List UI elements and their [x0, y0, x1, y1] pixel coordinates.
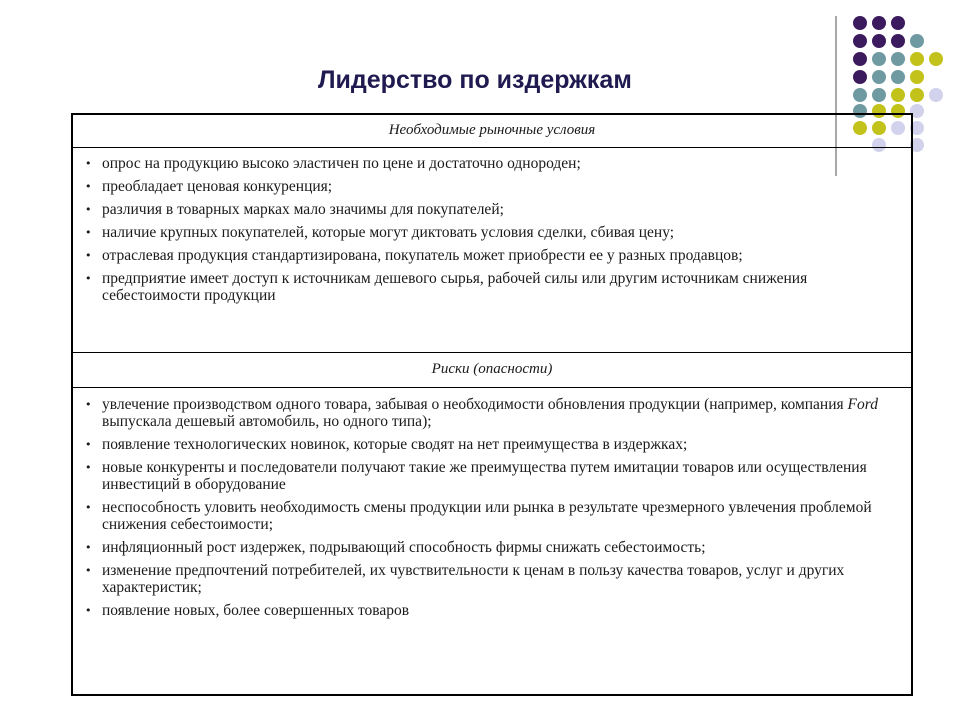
list-item: • опрос на продукцию высоко эластичен по цене и достаточно однороден;: [85, 155, 581, 172]
market-conditions-header: Необходимые рыночные условия: [73, 115, 911, 148]
dot: [891, 70, 905, 84]
bullet-icon: •: [85, 226, 92, 239]
dot: [853, 52, 867, 66]
list-item: • неспособность уловить необходимость смены продукции или рынка в результате чрезмерного увлечения проблемой снижения себестоимости;: [85, 499, 872, 533]
market-conditions-list: [73, 155, 911, 310]
list-item: • различия в товарных марках мало значимы для покупателей;: [85, 201, 504, 218]
list-item: • появление новых, более совершенных товаров: [85, 602, 410, 619]
dot: [872, 88, 886, 102]
dot: [910, 70, 924, 84]
bullet-icon: •: [85, 541, 92, 554]
dot: [853, 70, 867, 84]
dot: [910, 52, 924, 66]
list-item: • изменение предпочтений потребителей, их чувствительности к ценам в пользу качества товаров, услуг и других характеристик;: [85, 562, 845, 596]
risks-header: Риски (опасности): [73, 352, 911, 388]
dot: [872, 16, 886, 30]
brand-name: Ford: [847, 396, 878, 413]
bullet-icon: •: [85, 398, 92, 411]
slide-title: Лидерство по издержкам: [318, 66, 632, 94]
content-table: [71, 113, 913, 696]
bullet-icon: •: [85, 564, 92, 577]
dot: [910, 88, 924, 102]
list-item: • отраслевая продукция стандартизирована, покупатель может приобрести ее у разных продавцов;: [85, 247, 743, 264]
bullet-icon: •: [85, 203, 92, 216]
list-item: • увлечение производством одного товара, забывая о необходимости обновления продукции (например, компания Ford выпускала дешевый автомобиль, но одного типа);: [85, 396, 878, 430]
list-item: • наличие крупных покупателей, которые могут диктовать условия сделки, сбивая цену;: [85, 224, 675, 241]
risks-list: [73, 396, 911, 625]
bullet-icon: •: [85, 180, 92, 193]
dot: [872, 34, 886, 48]
dot: [929, 52, 943, 66]
bullet-icon: •: [85, 461, 92, 474]
dot: [872, 70, 886, 84]
bullet-icon: •: [85, 272, 92, 285]
dot: [891, 16, 905, 30]
list-item: • преобладает ценовая конкуренция;: [85, 178, 333, 195]
dot: [872, 52, 886, 66]
dot: [853, 34, 867, 48]
bullet-icon: •: [85, 604, 92, 617]
bullet-icon: •: [85, 249, 92, 262]
dot: [910, 34, 924, 48]
dot: [891, 34, 905, 48]
list-item: • появление технологических новинок, которые сводят на нет преимущества в издержках;: [85, 436, 688, 453]
list-item: • предприятие имеет доступ к источникам дешевого сырья, рабочей силы или другим источникам снижения себестоимости продукции: [85, 270, 808, 304]
dot: [891, 52, 905, 66]
dot: [853, 88, 867, 102]
bullet-icon: •: [85, 501, 92, 514]
bullet-icon: •: [85, 157, 92, 170]
bullet-icon: •: [85, 438, 92, 451]
list-item: • инфляционный рост издержек, подрывающий способность фирмы снижать себестоимость;: [85, 539, 706, 556]
list-item: • новые конкуренты и последователи получают такие же преимущества путем имитации товаров или осуществления инвестиций в оборудование: [85, 459, 867, 493]
dot: [891, 88, 905, 102]
dot: [929, 88, 943, 102]
dot: [853, 16, 867, 30]
